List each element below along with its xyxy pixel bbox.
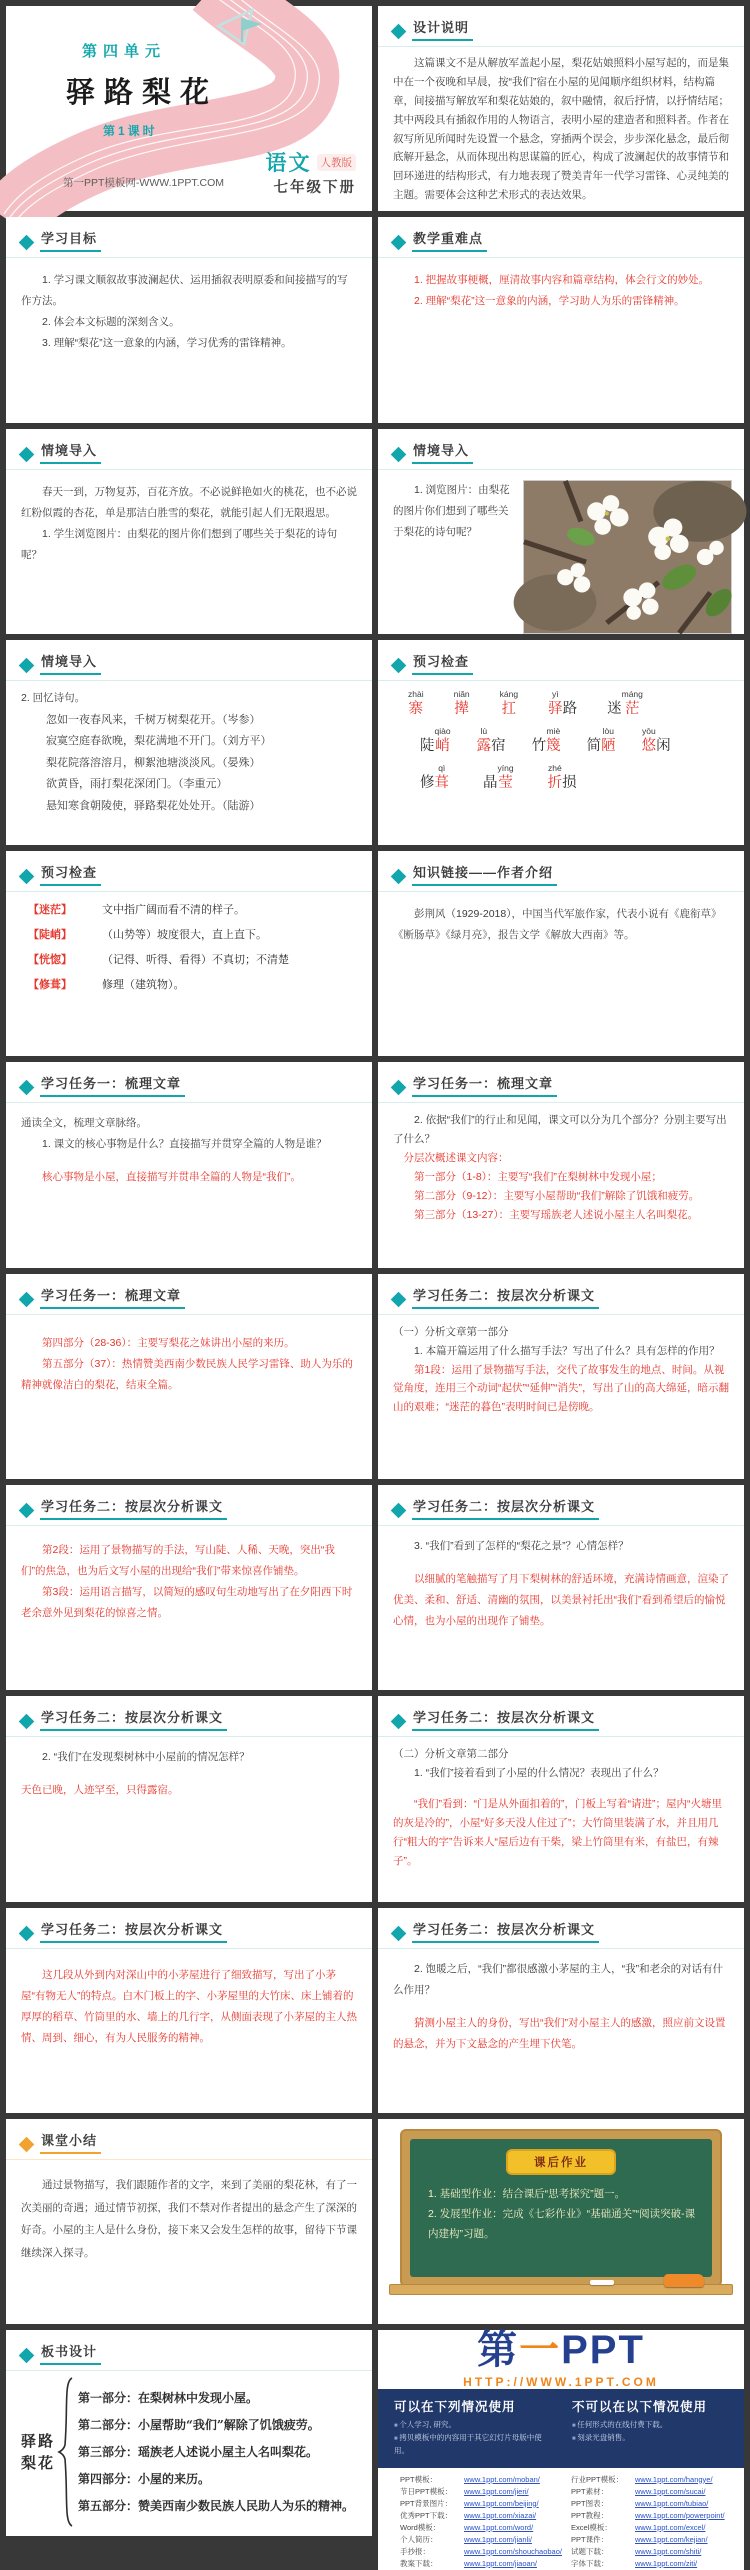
task-answer: 第1段：运用了景物描写手法，交代了故事发生的地点、时间。从视觉角度，连用三个动词“起伏”“延伸”“消失”，写出了山的高大绵延，暗示翻山的艰难；“迷茫的暮色”表明时间已是傍晚。	[393, 1363, 729, 1414]
slide-header	[378, 1062, 744, 1097]
slide-header	[6, 1696, 372, 1731]
footer-link-row: 优秀PPT下载： www.1ppt.com/xiazai/	[400, 2510, 537, 2520]
slide-header	[378, 640, 744, 675]
summary-body: 通过景物描写，我们跟随作者的文字，来到了美丽的梨花林，有了一次美丽的奇遇；通过情节初探，我们不禁对作者提出的悬念产生了深深的好奇。小屋的主人是什么身份，接下来又会发生怎样的故事，留待下节课继续深入探寻。	[21, 2178, 357, 2259]
slide-title: 学习目标	[40, 228, 101, 252]
slide-header	[6, 851, 372, 886]
task-question: 1. “我们”接着看到了小屋的什么情况？表现出了什么？	[414, 1767, 664, 1780]
slide-task1-parts45	[6, 1274, 372, 1479]
footer-link[interactable]: www.1ppt.com/hangye/	[635, 2474, 713, 2484]
task-question: 3. “我们”看到了怎样的“梨花之景”？心情怎样？	[414, 1540, 629, 1553]
pinyin-word: 简 lòu 陋	[586, 726, 616, 755]
unit-label: 第四单元	[82, 43, 167, 60]
slide-task2-q3	[378, 1485, 744, 1690]
board-part: 第二部分：小屋帮助“我们”解除了饥饿疲劳。	[78, 2417, 320, 2432]
footer-link-row: PPT教程： www.1ppt.com/powerpoint/	[571, 2510, 725, 2520]
chalk-icon	[590, 2280, 614, 2285]
goal-item: 2. 体会本文标题的深刻含义。	[42, 316, 180, 329]
diamond-bullet-icon	[19, 1292, 35, 1308]
definition-row: 【陡峭】 （山势等）坡度很大，直上直下。	[28, 928, 267, 942]
diamond-bullet-icon	[19, 2137, 35, 2153]
usage-terms-band	[378, 2389, 744, 2467]
diamond-bullet-icon	[19, 1925, 35, 1941]
slide-keypoints	[378, 217, 744, 422]
task-answer: 天色已晚，人迹罕至，只得露宿。	[21, 1784, 179, 1797]
slide-title: 情境导入	[412, 440, 473, 464]
keypoint-item: 2. 理解“梨花”这一意象的内涵，学习助人为乐的雷锋精神。	[414, 295, 685, 308]
slide-header	[378, 1274, 744, 1309]
footer-link-row: 字体下载： www.1ppt.com/ziti/	[571, 2558, 698, 2568]
task-answer: 以细腻的笔触描写了月下梨树林的舒适环境，充满诗情画意，渲染了优美、柔和、舒适、清幽的氛围，以美景衬托出“我们”看到希望后的愉悦心情，也为小屋的出现作了铺垫。	[393, 1573, 729, 1628]
goal-item: 3. 理解“梨花”这一意象的内涵，学习优秀的雷锋精神。	[42, 337, 292, 350]
slide-title: 学习任务二：按层次分析课文	[412, 1285, 599, 1309]
pinyin-word: zhài 寨	[408, 688, 424, 717]
slide-task2-part2-q1	[378, 1696, 744, 1901]
intro-question: 1. 浏览图片：由梨花的图片你们想到了哪些关于梨花的诗句呢？	[393, 483, 510, 538]
footer-link-row: 试题下载： www.1ppt.com/shiti/	[571, 2546, 702, 2556]
curly-brace-icon	[58, 2377, 74, 2527]
slide-header	[6, 640, 372, 675]
intro-paragraph: 春天一到，万物复苏，百花齐放。不必说鲜艳如火的桃花，也不必说红粉似霞的杏花，单是那洁白胜雪的梨花，就能引起人们无限遐思。	[21, 485, 357, 519]
logo-dash-char: 一	[519, 2328, 560, 2373]
slide-task1-q1	[6, 1062, 372, 1267]
forbidden-item: ■ 任何形式的在线付费下载。	[572, 2419, 730, 2432]
pinyin-word: yōu 悠 闲	[641, 726, 671, 755]
pinyin-word: 晶 yíng 莹	[483, 763, 514, 792]
diamond-bullet-icon	[391, 1503, 407, 1519]
footer-link-row: 教案下载： www.1ppt.com/jiaoan/	[400, 2558, 537, 2568]
slide-header	[378, 217, 744, 252]
slide-1ppt-footer	[378, 2328, 744, 2568]
homework-item: 1. 基础型作业：结合课后“思考探究”题一。	[428, 2187, 626, 2200]
pear-blossom-photo	[523, 480, 732, 634]
homework-item: 2. 发展型作业：完成《七彩作业》“基础通关”“阅读突破-课内建构”习题。	[428, 2207, 696, 2240]
diamond-bullet-icon	[19, 1080, 35, 1096]
slide-title: 学习任务二：按层次分析课文	[40, 1919, 227, 1943]
slide-preview-pinyin	[378, 640, 744, 845]
slide-header	[6, 1062, 372, 1097]
slide-header	[378, 6, 744, 41]
slide-task2-para2-3	[6, 1485, 372, 1690]
footer-link[interactable]: www.1ppt.com/kejian/	[635, 2534, 708, 2544]
site-credit: 第一PPT模板网-WWW.1PPT.COM	[63, 177, 224, 189]
slide-title: 板书设计	[40, 2341, 101, 2365]
slide-title: 预习检查	[412, 651, 473, 675]
footer-link-row: PPT图表： www.1ppt.com/tubiao/	[571, 2498, 709, 2508]
footer-link-row: PPT素材： www.1ppt.com/sucai/	[571, 2486, 706, 2496]
lesson-number: 第1课时	[103, 124, 158, 138]
pinyin-word: lù 露 宿	[476, 726, 506, 755]
slide-title: 教学重难点	[412, 228, 487, 252]
slide-header	[378, 1908, 744, 1943]
slide-title: 情境导入	[40, 651, 101, 675]
footer-link-row: 节日PPT模板： www.1ppt.com/jieri/	[400, 2486, 529, 2496]
blackboard-frame	[400, 2129, 722, 2287]
footer-link[interactable]: www.1ppt.com/shiti/	[635, 2546, 702, 2556]
diamond-bullet-icon	[391, 869, 407, 885]
diamond-bullet-icon	[19, 1714, 35, 1730]
footer-link[interactable]: www.1ppt.com/beijing/	[464, 2498, 539, 2508]
slide-title: 学习任务二：按层次分析课文	[412, 1496, 599, 1520]
task-section: （一）分析文章第一部分	[393, 1325, 509, 1338]
task-answer: 第三部分（13-27）：主要写瑶族老人述说小屋主人名叫梨花。	[414, 1208, 699, 1221]
footer-link-row: PPT模板： www.1ppt.com/moban/	[400, 2474, 540, 2484]
slide-title: 学习任务二：按层次分析课文	[40, 1707, 227, 1731]
grade-label: 七年级下册	[273, 180, 356, 196]
footer-link[interactable]: www.1ppt.com/tubiao/	[635, 2498, 709, 2508]
slide-title: 学习任务一：梳理文章	[40, 1285, 185, 1309]
pinyin-word: káng 扛	[499, 688, 519, 717]
diamond-bullet-icon	[19, 1503, 35, 1519]
task-answer: 第四部分（28-36）：主要写梨花之妹讲出小屋的来历。	[42, 1336, 295, 1349]
pinyin-word: niǎn 撵	[453, 688, 470, 717]
diamond-bullet-icon	[19, 235, 35, 251]
slide-design-note	[378, 6, 744, 211]
task-answer: 第二部分（9-12）：主要写小屋帮助“我们”解除了饥饿和疲劳。	[414, 1190, 700, 1203]
footer-link[interactable]: www.1ppt.com/moban/	[464, 2474, 540, 2484]
slide-title: 学习任务一：梳理文章	[40, 1073, 185, 1097]
board-part: 第四部分：小屋的来历。	[78, 2471, 211, 2486]
diamond-bullet-icon	[391, 24, 407, 40]
chalk-tray	[389, 2284, 732, 2295]
task-answer: 分层次概述课文内容：	[403, 1152, 509, 1165]
1ppt-logo	[378, 2330, 744, 2389]
definition-row: 【恍惚】 （记得、听得、看得）不真切；不清楚	[28, 953, 289, 967]
design-body: 这篇课文不是从解放军盖起小屋，梨花姑娘照料小屋写起的，而是集中在一个夜晚和早晨，按“我们”宿在小屋的见闻顺序组织材料，结构篇章，间接描写解放军和梨花姑娘的，叙中融情，叙后抒情，以抒情结尾；其中两段具有插叙作用的人物语言，表明小屋的建造者和照料者。作者在叙写所见所闻时先设置一个悬念，穿插两个误会，步步深化悬念，最后彻底解开悬念，从而体现出构思谋篇的匠心，构成了波澜起伏的故事情节和回环递进的结构形式，有力地表现了赞美青年一代学习雷锋、心灵纯美的主题。需要体会这种艺术形式的表达效果。	[393, 57, 729, 202]
task-question: 2. 饱暖之后，“我们”都很感激小茅屋的主人，“我”和老余的对话有什么作用？	[393, 1962, 724, 1996]
task-answer: “我们”看到：“门是从外面扣着的”，门板上写着“请进”；屋内“火塘里的灰是冷的”，小屋“好多天没人住过了”；大竹筒里装满了水，并且用几行“粗大的字”告诉来人“屋后边有干柴，梁上竹筒里有米，有盐巴，有辣子”。	[393, 1798, 722, 1867]
footer-link[interactable]: www.1ppt.com/word/	[464, 2522, 534, 2532]
diamond-bullet-icon	[19, 658, 35, 674]
pinyin-word: 迷 máng 茫	[607, 688, 643, 717]
slide-task2-hut-description	[6, 1908, 372, 2113]
slide-task2-part1-q1	[378, 1274, 744, 1479]
footer-link[interactable]: www.1ppt.com/ziti/	[635, 2558, 698, 2568]
diamond-bullet-icon	[391, 1080, 407, 1096]
slide-header	[6, 217, 372, 252]
slide-preview-definitions	[6, 851, 372, 1056]
task-answer: 第一部分（1-8）：主要写“我们”在梨树林中发现小屋；	[414, 1171, 662, 1184]
footer-link-row: Excel模板： www.1ppt.com/excel/	[571, 2522, 706, 2532]
footer-link-row: 个人简历： www.1ppt.com/jianli/	[400, 2534, 532, 2544]
definition-row: 【迷茫】 文中指广阔而看不清的样子。	[28, 903, 245, 917]
poem-line: 梨花院落溶溶月，柳絮池塘淡淡风。（晏殊）	[46, 756, 261, 769]
footer-link[interactable]: www.1ppt.com/excel/	[635, 2522, 706, 2532]
slide-header	[6, 1908, 372, 1943]
footer-link[interactable]: www.1ppt.com/jianli/	[464, 2534, 532, 2544]
logo-first-char: 第	[477, 2328, 518, 2373]
diamond-bullet-icon	[19, 446, 35, 462]
footer-link[interactable]: www.1ppt.com/powerpoint/	[635, 2510, 725, 2520]
pinyin-word: 陡 qiào 峭	[420, 726, 451, 755]
diamond-bullet-icon	[19, 869, 35, 885]
task-answer: 核心事物是小屋，直接描写并贯串全篇的人物是“我们”。	[42, 1171, 301, 1184]
footer-link-row: Word模板： www.1ppt.com/word/	[400, 2522, 534, 2532]
slide-header	[6, 1485, 372, 1520]
task-answer: 第2段：运用了景物描写的手法，写山陡、人稀、天晚，突出“我们”的焦急，也为后文写小屋的出现给“我们”带来惊喜作铺垫。	[21, 1544, 335, 1578]
slide-header	[6, 429, 372, 464]
slide-intro-text	[6, 429, 372, 634]
footer-link[interactable]: www.1ppt.com/sucai/	[635, 2486, 706, 2496]
footer-link[interactable]: www.1ppt.com/shouchaobao/	[464, 2546, 562, 2556]
footer-link-row: PPT背景图片： www.1ppt.com/beijing/	[400, 2498, 539, 2508]
keypoint-item: 1. 把握故事梗概，厘清故事内容和篇章结构，体会行文的妙处。	[414, 274, 710, 287]
slide-intro-poems	[6, 640, 372, 845]
pinyin-word: 竹 miè 篾	[531, 726, 561, 755]
slide-homework	[378, 2119, 744, 2324]
slide-board-design	[6, 2330, 372, 2535]
intro-question: 1. 学生浏览图片：由梨花的图片你们想到了哪些关于梨花的诗句呢？	[21, 527, 338, 561]
slide-title: 学习任务二：按层次分析课文	[412, 1919, 599, 1943]
diamond-bullet-icon	[391, 1925, 407, 1941]
slide-task2-q2-before-hut	[6, 1696, 372, 1901]
board-part: 第三部分：瑶族老人述说小屋主人名叫梨花。	[78, 2444, 319, 2459]
site-url[interactable]: HTTP://WWW.1PPT.COM	[463, 2375, 659, 2390]
slide-title: 设计说明	[412, 17, 473, 41]
task-answer: 第3段：运用语言描写，以简短的感叹句生动地写出了在夕阳西下时老余意外见到梨花的惊喜之情。	[21, 1586, 353, 1620]
homework-tab: 课后作业	[506, 2149, 616, 2175]
task-section: （二）分析文章第二部分	[393, 1748, 509, 1761]
poem-line: 忽如一夜春风来，千树万树梨花开。（岑参）	[46, 713, 261, 726]
slide-task2-q2-dialogue	[378, 1908, 744, 2113]
slide-header	[378, 1696, 744, 1731]
footer-link-row: 手抄报： www.1ppt.com/shouchaobao/	[400, 2546, 562, 2556]
task-answer: 这几段从外到内对深山中的小茅屋进行了细致描写，写出了小茅屋“有物无人”的特点。白木门板上的字、小茅屋里的大竹床、床上铺着的厚厚的稻草、竹筒里的水、墙上的几行字，从侧面表现了小茅屋的主人热情、周到、细心，有为人民服务的精神。	[21, 1968, 357, 2044]
lesson-title: 驿路梨花	[66, 75, 219, 109]
edition-badge: 人教版	[317, 154, 357, 171]
slide-summary	[6, 2119, 372, 2324]
slide-title: 知识链接——作者介绍	[412, 862, 557, 886]
footer-link[interactable]: www.1ppt.com/jieri/	[464, 2486, 529, 2496]
footer-link[interactable]: www.1ppt.com/jiaoan/	[464, 2558, 537, 2568]
eraser-icon	[664, 2274, 704, 2287]
slide-header	[378, 1485, 744, 1520]
author-body: 彭荆风（1929-2018），中国当代军旅作家，代表小说有《鹿衔草》《断肠草》《绿月亮》，报告文学《解放大西南》等。	[393, 908, 722, 942]
slide-title: 预习检查	[40, 862, 101, 886]
task-question: 1. 本篇开篇运用了什么描写手法？写出了什么？具有怎样的作用？	[414, 1344, 720, 1357]
forbidden-item: ■ 刻录光盘销售。	[572, 2432, 730, 2445]
blackboard	[410, 2139, 712, 2277]
subject-label: 语文	[265, 152, 312, 175]
poem-line: 寂寞空庭春欲晚，梨花满地不开门。（刘方平）	[46, 735, 272, 748]
slide-author-intro	[378, 851, 744, 1056]
diamond-bullet-icon	[391, 446, 407, 462]
task-lead: 通读全文，梳理文章脉络。	[21, 1117, 147, 1130]
slide-cover	[6, 6, 372, 211]
allowed-item: ■ 拷贝模板中的内容用于其它幻灯片母版中使用。	[394, 2432, 552, 2458]
slide-header	[6, 2119, 372, 2154]
slide-task1-q2	[378, 1062, 744, 1267]
slide-header	[6, 2330, 372, 2365]
footer-link-row: PPT课件： www.1ppt.com/kejian/	[571, 2534, 708, 2544]
task-question: 2. “我们”在发现梨树林中小屋前的情况怎样？	[42, 1751, 250, 1764]
diamond-bullet-icon	[19, 2348, 35, 2364]
task-answer: 猜测小屋主人的身份，写出“我们”对小屋主人的感激，照应前文设置的悬念，并为下文悬念的产生埋下伏笔。	[393, 2016, 726, 2050]
task-answer: 第五部分（37）：热情赞美西南少数民族人民学习雷锋、助人为乐的精神就像洁白的梨花，结束全篇。	[21, 1357, 353, 1391]
footer-link[interactable]: www.1ppt.com/xiazai/	[464, 2510, 537, 2520]
forbidden-title: 不可以在以下情况使用	[572, 2400, 708, 2415]
task-question: 2. 依据“我们”的行止和见闻，课文可以分为几个部分？分别主要写出了什么？	[393, 1114, 727, 1146]
definition-row: 【修葺】 修理（建筑物）。	[28, 978, 185, 992]
slide-goals	[6, 217, 372, 422]
diamond-bullet-icon	[391, 1714, 407, 1730]
board-part: 第五部分：赞美西南少数民族人民助人为乐的精神。	[78, 2498, 355, 2513]
board-part: 第一部分：在梨树林中发现小屋。	[78, 2390, 259, 2405]
diamond-bullet-icon	[391, 235, 407, 251]
poem-line: 悬知寒食朝陵使，驿路梨花处处开。（陆游）	[46, 799, 261, 812]
diamond-bullet-icon	[391, 1292, 407, 1308]
slide-title: 情境导入	[40, 440, 101, 464]
footer-link-row: 行业PPT模板： www.1ppt.com/hangye/	[571, 2474, 713, 2484]
allowed-item: ■ 个人学习, 研究。	[394, 2419, 552, 2432]
task-question: 1. 课文的核心事物是什么？直接描写并贯穿全篇的人物是谁？	[42, 1138, 327, 1151]
slide-title: 课堂小结	[40, 2130, 101, 2154]
diamond-bullet-icon	[391, 658, 407, 674]
goal-item: 1. 学习课文顺叙故事波澜起伏、运用插叙表明原委和间接描写的写作方法。	[21, 274, 348, 308]
slide-intro-photo	[378, 429, 744, 634]
board-subject: 驿路 梨花	[20, 2431, 55, 2473]
poem-line: 欲黄昏，雨打梨花深闭门。（李重元）	[46, 778, 228, 791]
slide-header	[378, 851, 744, 886]
logo-ppt-text: PPT	[561, 2328, 645, 2373]
slide-header	[378, 429, 744, 464]
allowed-title: 可以在下列情况使用	[394, 2400, 516, 2415]
slide-header	[6, 1274, 372, 1309]
pinyin-word: zhé 折 损	[547, 763, 577, 792]
slide-title: 学习任务二：按层次分析课文	[40, 1496, 227, 1520]
slide-title: 学习任务二：按层次分析课文	[412, 1707, 599, 1731]
poems-lead: 2. 回忆诗句。	[21, 691, 86, 704]
slide-title: 学习任务一：梳理文章	[412, 1073, 557, 1097]
pinyin-word: 修 qì 葺	[420, 763, 449, 792]
pinyin-word: yì 驿 路	[548, 688, 578, 717]
